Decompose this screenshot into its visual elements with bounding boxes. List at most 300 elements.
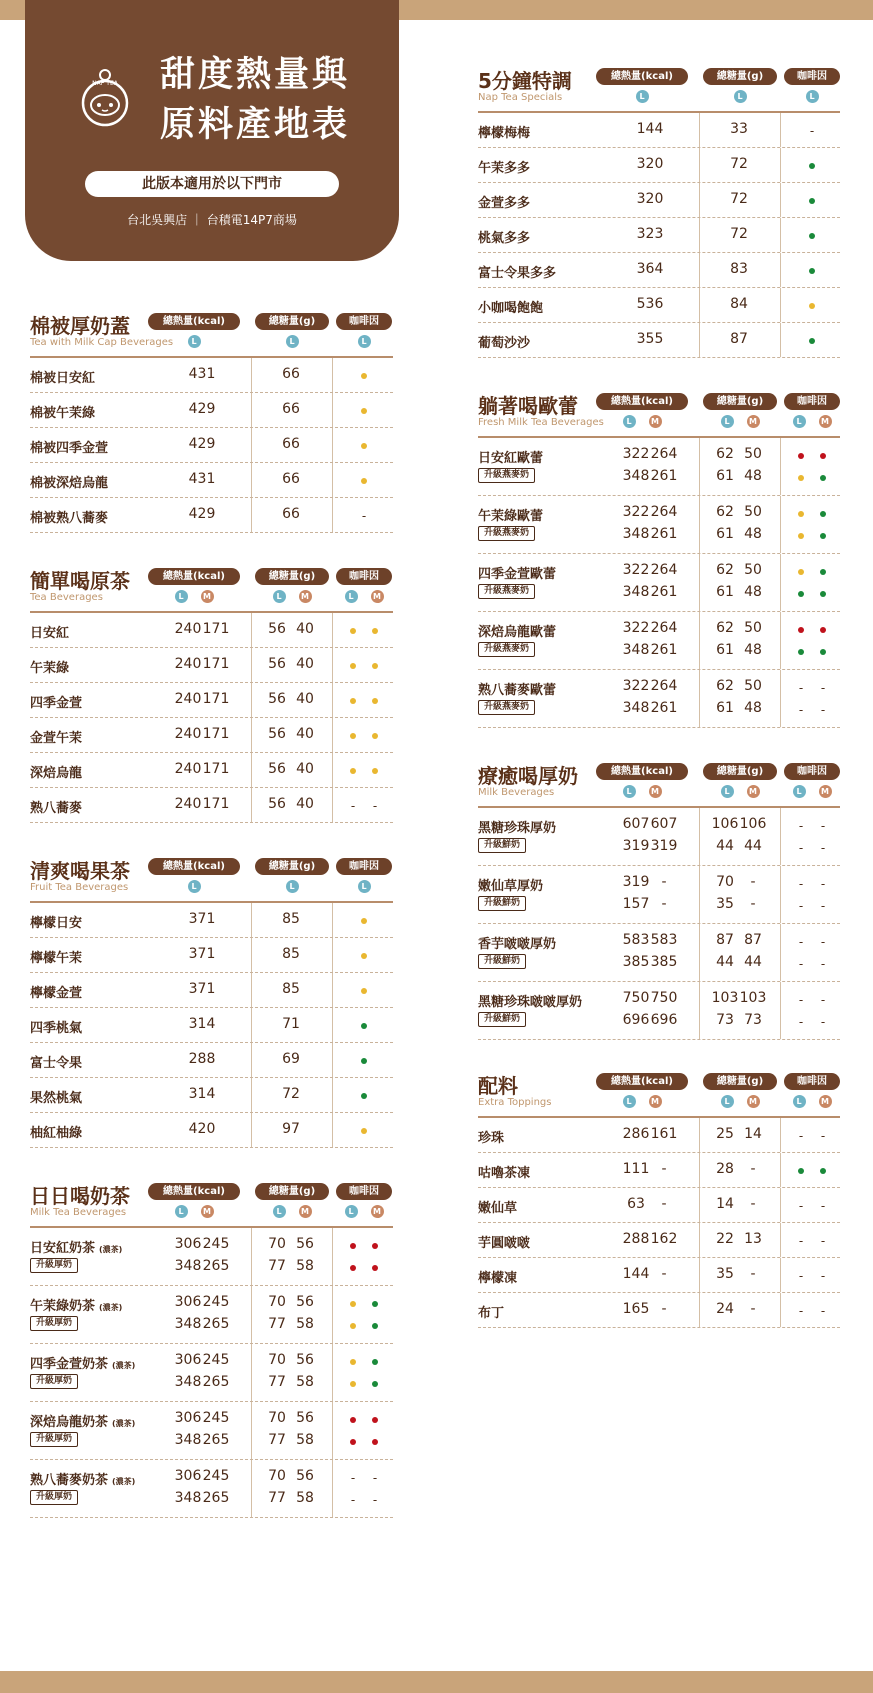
- caffeine-green-dot: [820, 1168, 826, 1174]
- item-name-label: 深焙烏龍: [30, 766, 83, 781]
- caffeine-none-mark: -: [820, 957, 826, 971]
- kcal-upgrade-value: 348: [174, 1374, 202, 1390]
- size-l-badge: L: [793, 415, 806, 428]
- sugar-value: 25: [716, 1126, 734, 1142]
- table-row: [478, 1223, 840, 1258]
- sugar-header-sizes: [255, 590, 329, 603]
- caffeine-green-dot: [798, 649, 804, 655]
- sugar-upgrade-value: 61: [716, 468, 734, 484]
- caffeine-green-dot: [820, 649, 826, 655]
- kcal-header: 總熱量(kcal): [148, 313, 240, 330]
- table-row: [478, 218, 840, 253]
- column-divider: [332, 718, 333, 752]
- item-name: [478, 875, 543, 894]
- column-divider: [332, 393, 333, 427]
- kcal-value: 240: [174, 691, 202, 707]
- item-tag: (濃茶): [99, 1303, 123, 1312]
- column-divider: [780, 670, 781, 727]
- item-name: [478, 817, 556, 836]
- kcal-header: 總熱量(kcal): [148, 1183, 240, 1200]
- item-name: [478, 192, 530, 211]
- kcal-value: 264: [650, 504, 678, 520]
- table-row: [478, 554, 840, 612]
- caffeine-header-sizes: [784, 785, 840, 798]
- table-row: [30, 753, 393, 788]
- kcal-upgrade-value: 348: [622, 584, 650, 600]
- caffeine-none-mark: -: [798, 1304, 804, 1318]
- item-name: [30, 1122, 82, 1141]
- kcal-value: 144: [622, 1266, 650, 1282]
- sugar-upgrade-value: 77: [268, 1432, 286, 1448]
- sugar-value: 70: [268, 1468, 286, 1484]
- item-name-label: 四季金萱: [30, 696, 83, 711]
- item-name: [478, 297, 543, 316]
- size-l-badge: L: [273, 590, 286, 603]
- upgrade-badge: 升級厚奶: [30, 1316, 78, 1331]
- kcal-upgrade-value: 696: [622, 1012, 650, 1028]
- kcal-upgrade-value: 348: [174, 1490, 202, 1506]
- caffeine-red-dot: [820, 453, 826, 459]
- caffeine-green-dot: [809, 233, 815, 239]
- kcal-upgrade-value: 348: [174, 1258, 202, 1274]
- caffeine-green-dot: [372, 1323, 378, 1329]
- caffeine-green-dot: [820, 533, 826, 539]
- column-divider: [780, 1118, 781, 1152]
- caffeine-header: 咖啡因: [336, 313, 392, 330]
- kcal-value: 320: [636, 191, 664, 207]
- sugar-value: 83: [730, 261, 748, 277]
- caffeine-yellow-dot: [361, 408, 367, 414]
- caffeine-header: 咖啡因: [336, 1183, 392, 1200]
- table-row: [478, 253, 840, 288]
- sugar-value: 85: [282, 911, 300, 927]
- item-tag: (濃茶): [112, 1477, 136, 1486]
- table-row: [30, 1460, 393, 1518]
- sugar-value: 14: [744, 1126, 762, 1142]
- caffeine-none-mark: -: [820, 1234, 826, 1248]
- column-divider: [251, 1008, 252, 1042]
- sugar-value: 62: [716, 678, 734, 694]
- kcal-header: 總熱量(kcal): [148, 568, 240, 585]
- caffeine-header-sizes: [336, 335, 392, 348]
- sugar-header-sizes: [703, 1095, 777, 1108]
- table-row: [478, 113, 840, 148]
- sugar-value: 50: [744, 446, 762, 462]
- section-subtitle: Nap Tea Specials: [478, 92, 563, 103]
- item-name: [30, 1017, 82, 1036]
- kcal-header: 總熱量(kcal): [596, 68, 688, 85]
- caffeine-yellow-dot: [372, 733, 378, 739]
- item-name-label: 檸檬梅梅: [478, 126, 531, 141]
- section-title: 棉被厚奶蓋: [30, 314, 130, 338]
- kcal-value: 162: [650, 1231, 678, 1247]
- sugar-upgrade-value: 44: [744, 838, 762, 854]
- sugar-value: 87: [744, 932, 762, 948]
- column-divider: [780, 554, 781, 611]
- item-name: [478, 933, 556, 952]
- kcal-value: 245: [202, 1294, 230, 1310]
- item-tag: (濃茶): [112, 1361, 136, 1370]
- sugar-value: 40: [296, 761, 314, 777]
- item-name-label: 棉被深焙烏龍: [30, 476, 109, 491]
- size-m-badge: M: [371, 1205, 384, 1218]
- page-title: [160, 50, 350, 150]
- caffeine-green-dot: [820, 591, 826, 597]
- kcal-value: 429: [188, 506, 216, 522]
- kcal-value: 245: [202, 1236, 230, 1252]
- logo-text: NAP TEA: [92, 80, 118, 87]
- caffeine-yellow-dot: [372, 698, 378, 704]
- sugar-value: 40: [296, 726, 314, 742]
- sugar-upgrade-value: 48: [744, 700, 762, 716]
- column-divider: [780, 1293, 781, 1327]
- sugar-value: 71: [282, 1016, 300, 1032]
- column-divider: [251, 1078, 252, 1112]
- table-row: [30, 428, 393, 463]
- kcal-upgrade-value: 265: [202, 1316, 230, 1332]
- sugar-value: 24: [716, 1301, 734, 1317]
- column-divider: [699, 866, 700, 923]
- item-name: [30, 692, 82, 711]
- caffeine-red-dot: [372, 1265, 378, 1271]
- size-l-badge: L: [175, 1205, 188, 1218]
- sugar-value: 56: [296, 1352, 314, 1368]
- column-divider: [699, 253, 700, 287]
- size-l-badge: L: [806, 90, 819, 103]
- column-divider: [699, 113, 700, 147]
- kcal-header: 總熱量(kcal): [596, 393, 688, 410]
- caffeine-header: 咖啡因: [336, 568, 392, 585]
- sugar-value: 56: [268, 691, 286, 707]
- table-row: [30, 463, 393, 498]
- sugar-upgrade-value: 77: [268, 1258, 286, 1274]
- item-name: [30, 657, 69, 676]
- kcal-value: 171: [202, 656, 230, 672]
- kcal-value: 165: [622, 1301, 650, 1317]
- upgrade-badge: 升級厚奶: [30, 1374, 78, 1389]
- sugar-upgrade-value: 58: [296, 1490, 314, 1506]
- kcal-header-sizes: [148, 1205, 240, 1218]
- column-divider: [332, 683, 333, 717]
- caffeine-header: 咖啡因: [784, 763, 840, 780]
- item-name: [478, 679, 556, 698]
- kcal-upgrade-value: 261: [650, 700, 678, 716]
- sloth-logo-icon: [73, 65, 137, 129]
- kcal-value: 240: [174, 761, 202, 777]
- caffeine-header: 咖啡因: [784, 393, 840, 410]
- column-divider: [699, 496, 700, 553]
- caffeine-none-mark: -: [798, 841, 804, 855]
- item-name: [30, 437, 108, 456]
- sugar-value: 56: [268, 726, 286, 742]
- column-divider: [251, 1286, 252, 1343]
- column-divider: [332, 1228, 333, 1285]
- item-name-label: 深焙烏龍奶茶: [30, 1415, 109, 1430]
- column-divider: [699, 808, 700, 865]
- caffeine-yellow-dot: [350, 1301, 356, 1307]
- kcal-value: 750: [650, 990, 678, 1006]
- column-divider: [699, 148, 700, 182]
- kcal-value: 607: [622, 816, 650, 832]
- caffeine-none-mark: -: [820, 841, 826, 855]
- sugar-value: -: [750, 1196, 756, 1212]
- column-divider: [780, 612, 781, 669]
- kcal-value: 171: [202, 796, 230, 812]
- caffeine-green-dot: [372, 1381, 378, 1387]
- table-row: [30, 648, 393, 683]
- kcal-upgrade-value: 261: [650, 468, 678, 484]
- caffeine-none-mark: -: [820, 1269, 826, 1283]
- item-name-label: 咕嚕茶凍: [478, 1166, 531, 1181]
- sugar-value: 56: [268, 796, 286, 812]
- caffeine-none-mark: -: [798, 957, 804, 971]
- column-divider: [251, 648, 252, 682]
- sugar-value: 56: [268, 656, 286, 672]
- item-name-label: 桃氣多多: [478, 231, 531, 246]
- sugar-value: 33: [730, 121, 748, 137]
- caffeine-none-mark: -: [820, 703, 826, 717]
- item-name: [30, 472, 108, 491]
- sugar-value: 62: [716, 504, 734, 520]
- caffeine-header: 咖啡因: [336, 858, 392, 875]
- sugar-header-sizes: [703, 90, 777, 103]
- item-name: [30, 912, 82, 931]
- kcal-upgrade-value: 348: [622, 468, 650, 484]
- size-l-badge: L: [734, 90, 747, 103]
- sugar-upgrade-value: 44: [716, 954, 734, 970]
- kcal-value: 264: [650, 446, 678, 462]
- sugar-header: 總糖量(g): [255, 568, 329, 585]
- column-divider: [780, 866, 781, 923]
- size-l-badge: L: [188, 880, 201, 893]
- sugar-value: 50: [744, 562, 762, 578]
- kcal-value: 371: [188, 981, 216, 997]
- upgrade-badge: 升級鮮奶: [478, 896, 526, 911]
- sugar-upgrade-value: 77: [268, 1374, 286, 1390]
- item-name: [478, 1302, 504, 1321]
- caffeine-green-dot: [820, 511, 826, 517]
- item-name-label: 富士令果多多: [478, 266, 557, 281]
- caffeine-yellow-dot: [350, 1323, 356, 1329]
- column-divider: [780, 982, 781, 1039]
- caffeine-yellow-dot: [361, 953, 367, 959]
- size-l-badge: L: [345, 1205, 358, 1218]
- caffeine-none-mark: -: [372, 1471, 378, 1485]
- sugar-upgrade-value: 35: [716, 896, 734, 912]
- sugar-value: 72: [730, 226, 748, 242]
- caffeine-none-mark: -: [820, 819, 826, 833]
- caffeine-yellow-dot: [350, 663, 356, 669]
- sugar-value: 66: [282, 471, 300, 487]
- sugar-upgrade-value: 48: [744, 584, 762, 600]
- column-divider: [699, 288, 700, 322]
- column-divider: [332, 358, 333, 392]
- table-row: [478, 866, 840, 924]
- column-divider: [780, 183, 781, 217]
- column-divider: [699, 612, 700, 669]
- item-name: [478, 262, 556, 281]
- column-divider: [780, 1153, 781, 1187]
- column-divider: [251, 1228, 252, 1285]
- caffeine-yellow-dot: [361, 373, 367, 379]
- sugar-value: 50: [744, 504, 762, 520]
- item-name: [478, 991, 582, 1010]
- column-divider: [699, 218, 700, 252]
- sugar-value: 62: [716, 620, 734, 636]
- caffeine-yellow-dot: [350, 768, 356, 774]
- caffeine-red-dot: [798, 453, 804, 459]
- item-name: [30, 622, 69, 641]
- column-divider: [251, 1460, 252, 1517]
- column-divider: [251, 1043, 252, 1077]
- kcal-value: 144: [636, 121, 664, 137]
- item-name-label: 布丁: [478, 1306, 505, 1321]
- sugar-upgrade-value: 77: [268, 1490, 286, 1506]
- kcal-header: 總熱量(kcal): [596, 1073, 688, 1090]
- table-row: [478, 1153, 840, 1188]
- sugar-upgrade-value: 44: [744, 954, 762, 970]
- sugar-value: 106: [711, 816, 739, 832]
- table-row: [30, 358, 393, 393]
- upgrade-badge: 升級厚奶: [30, 1258, 78, 1273]
- caffeine-red-dot: [350, 1417, 356, 1423]
- table-row: [30, 1286, 393, 1344]
- sugar-value: 103: [739, 990, 767, 1006]
- column-divider: [332, 903, 333, 937]
- column-divider: [780, 323, 781, 357]
- caffeine-green-dot: [820, 569, 826, 575]
- kcal-upgrade-value: 348: [174, 1316, 202, 1332]
- kcal-value: -: [661, 1266, 667, 1282]
- size-l-badge: L: [345, 590, 358, 603]
- column-divider: [699, 1188, 700, 1222]
- kcal-upgrade-value: 385: [650, 954, 678, 970]
- kcal-value: -: [661, 1301, 667, 1317]
- kcal-value: 323: [636, 226, 664, 242]
- kcal-value: 322: [622, 446, 650, 462]
- item-name: [30, 1295, 122, 1314]
- item-name-label: 棉被午茉綠: [30, 406, 96, 421]
- caffeine-none-mark: -: [820, 1015, 826, 1029]
- kcal-upgrade-value: 348: [622, 700, 650, 716]
- item-name-label: 珍珠: [478, 1131, 505, 1146]
- sugar-value: 50: [744, 678, 762, 694]
- kcal-value: 264: [650, 678, 678, 694]
- column-divider: [332, 788, 333, 822]
- item-name-label: 果然桃氣: [30, 1091, 83, 1106]
- caffeine-green-dot: [809, 198, 815, 204]
- kcal-header-sizes: [148, 590, 240, 603]
- table-row: [30, 938, 393, 973]
- kcal-header: 總熱量(kcal): [148, 858, 240, 875]
- kcal-value: 431: [188, 471, 216, 487]
- kcal-value: 264: [650, 562, 678, 578]
- sugar-value: -: [750, 1301, 756, 1317]
- size-l-badge: L: [358, 335, 371, 348]
- kcal-header-sizes: [148, 335, 240, 348]
- table-row: [30, 1078, 393, 1113]
- table-row: [30, 1402, 393, 1460]
- section-subtitle: Tea Beverages: [30, 592, 103, 603]
- item-name: [478, 1232, 530, 1251]
- sugar-upgrade-value: 61: [716, 526, 734, 542]
- column-divider: [332, 973, 333, 1007]
- table-row: [30, 1008, 393, 1043]
- item-name: [478, 227, 530, 246]
- sugar-upgrade-value: 77: [268, 1316, 286, 1332]
- caffeine-none-mark: -: [798, 899, 804, 913]
- sugar-value: 56: [296, 1294, 314, 1310]
- sugar-value: 40: [296, 796, 314, 812]
- kcal-value: 240: [174, 621, 202, 637]
- caffeine-none-mark: -: [809, 124, 815, 138]
- upgrade-badge: 升級燕麥奶: [478, 700, 535, 715]
- kcal-value: 288: [188, 1051, 216, 1067]
- table-row: [30, 1228, 393, 1286]
- caffeine-yellow-dot: [361, 988, 367, 994]
- column-divider: [699, 1258, 700, 1292]
- column-divider: [332, 1113, 333, 1147]
- column-divider: [780, 1188, 781, 1222]
- table-row: [478, 1188, 840, 1223]
- item-name-label: 棉被日安紅: [30, 371, 96, 386]
- item-name-label: 四季金萱奶茶: [30, 1357, 109, 1372]
- size-l-badge: L: [273, 1205, 286, 1218]
- applies-label: 此版本適用於以下門市: [85, 171, 339, 197]
- caffeine-header-sizes: [784, 90, 840, 103]
- kcal-value: 314: [188, 1086, 216, 1102]
- item-name: [478, 1127, 504, 1146]
- caffeine-header-sizes: [336, 590, 392, 603]
- column-divider: [251, 938, 252, 972]
- column-divider: [332, 1008, 333, 1042]
- item-name: [30, 1469, 135, 1488]
- caffeine-red-dot: [820, 627, 826, 633]
- size-m-badge: M: [819, 785, 832, 798]
- sugar-header: 總糖量(g): [255, 1183, 329, 1200]
- kcal-upgrade-value: 348: [174, 1432, 202, 1448]
- sugar-value: 85: [282, 946, 300, 962]
- column-divider: [251, 753, 252, 787]
- caffeine-none-mark: -: [798, 703, 804, 717]
- column-divider: [251, 613, 252, 647]
- section-title: 日日喝奶茶: [30, 1184, 130, 1208]
- kcal-value: 111: [622, 1161, 650, 1177]
- caffeine-yellow-dot: [372, 663, 378, 669]
- caffeine-yellow-dot: [361, 478, 367, 484]
- item-name-label: 黑糖珍珠厚奶: [478, 821, 557, 836]
- table-row: [30, 1043, 393, 1078]
- caffeine-green-dot: [798, 1168, 804, 1174]
- section-title: 配料: [478, 1074, 518, 1098]
- sugar-upgrade-value: 48: [744, 526, 762, 542]
- caffeine-yellow-dot: [798, 569, 804, 575]
- column-divider: [332, 1043, 333, 1077]
- column-divider: [780, 808, 781, 865]
- caffeine-none-mark: -: [798, 1269, 804, 1283]
- column-divider: [699, 438, 700, 495]
- caffeine-yellow-dot: [809, 303, 815, 309]
- table-row: [30, 788, 393, 823]
- caffeine-yellow-dot: [798, 533, 804, 539]
- sugar-upgrade-value: 61: [716, 584, 734, 600]
- kcal-value: 171: [202, 761, 230, 777]
- item-name-label: 日安紅奶茶: [30, 1241, 96, 1256]
- kcal-value: 371: [188, 946, 216, 962]
- item-name-label: 日安紅歐蕾: [478, 451, 544, 466]
- sugar-header-sizes: [255, 335, 329, 348]
- column-divider: [780, 148, 781, 182]
